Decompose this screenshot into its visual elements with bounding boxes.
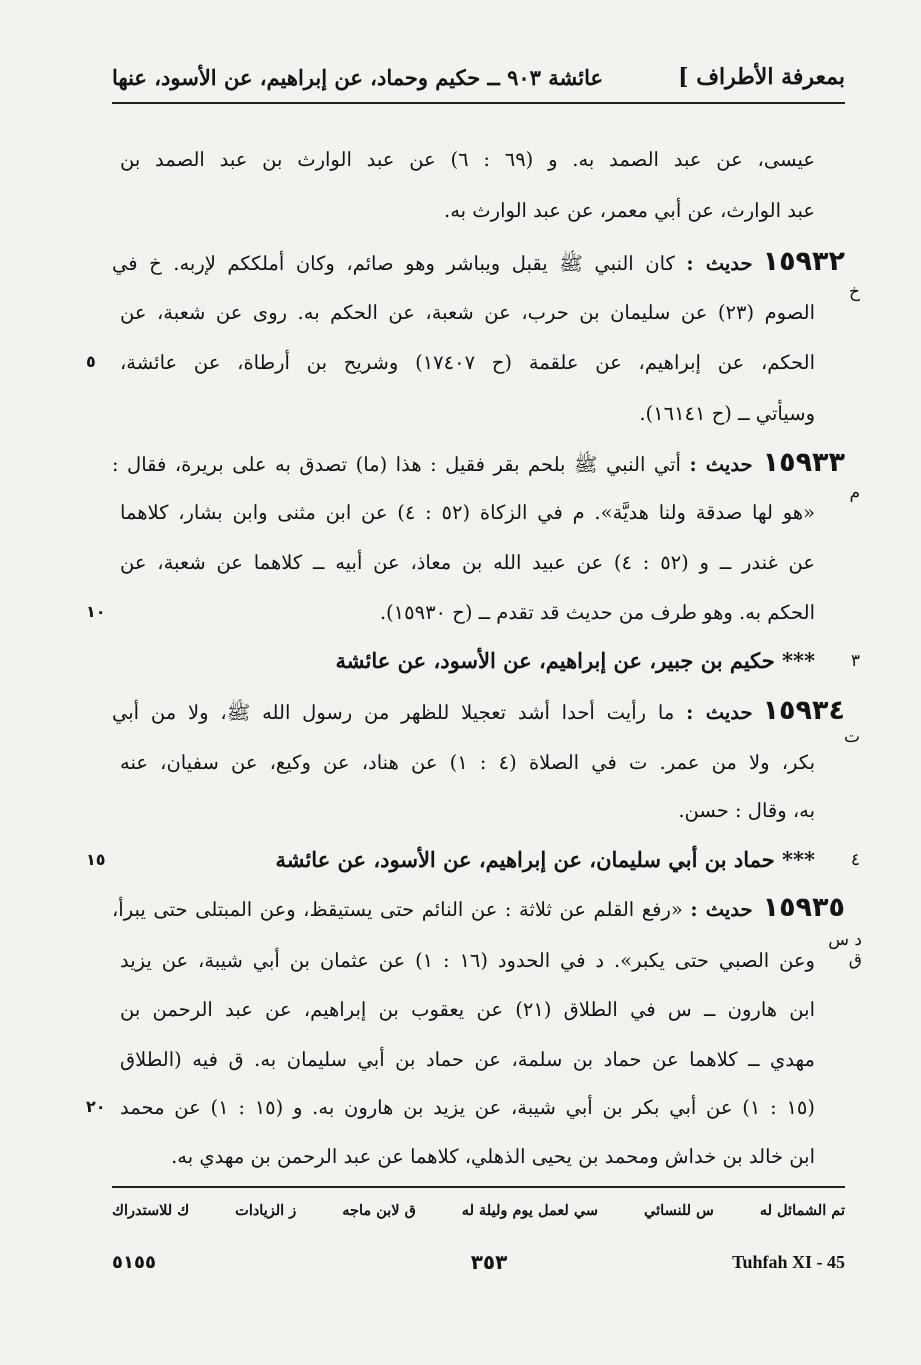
hadith-text: «رفع القلم عن ثلاثة : عن النائم حتى يستيقظ، وعن المبتلى حتى يبرأ، [112,898,683,921]
isnad-number-3: ٣ [850,651,860,671]
legend-item: سي لعمل يوم وليلة له [461,1201,599,1219]
footer-rule [112,1186,845,1188]
text-line: الحكم، عن إبراهيم، عن علقمة (ح ١٧٤٠٧) وشريح بن أرطاة، عن عائشة، [120,351,815,374]
hadith-text: أتي النبي ﷺ بلحم بقر فقيل : هذا (ما) تصدق به على بريرة، فقال : [112,453,681,476]
siglum-note: ت [843,727,860,747]
header-rule [112,102,845,104]
line-number-10: ١٠ [86,602,106,621]
isnad-number-4: ٤ [850,850,860,870]
legend-item: ز الزيادات [235,1201,297,1219]
hadith-keyword: حديث : [689,453,753,476]
text-line: ابن هارون ــ س في الطلاق (٢١) عن يعقوب بن إبراهيم، عن عبد الرحمن بن [120,998,815,1021]
text-line: وسيأتي ــ (ح ١٦١٤١). [639,402,815,425]
legend-item: تم الشمائل له [759,1201,845,1219]
hadith-text: كان النبي ﷺ يقبل ويباشر وهو صائم، وكان أملككم لإربه. خ في [112,252,675,275]
hadith-number: ١٥٩٣٣ [762,447,846,478]
text-line: «هو لها صدقة ولنا هديَّة». م في الزكاة (٥٢ : ٤) عن ابن مثنى وابن بشار، كلاهما [120,501,815,524]
legend-item: ك للاستدراك [112,1201,190,1219]
siglum-note: خ [849,282,860,302]
running-head-section: عائشة ٩٠٣ ــ حكيم وحماد، عن إبراهيم، عن الأسود، عنها [112,64,604,90]
legend-item: ق لابن ماجه [342,1201,416,1219]
text-line: عيسى، عن عبد الصمد به. و (٦٩ : ٦) عن عبد الوارث بن عبد الصمد بن [120,148,815,171]
running-head-title: بمعرفة الأطراف ] [678,64,845,90]
hadith-keyword: حديث : [690,898,753,921]
hadith-15932 [112,242,845,282]
text-line: بكر، ولا من عمر. ت في الصلاة (٤ : ١) عن هناد، عن وكيع، عن سفيان، عنه [120,751,815,774]
text-line: ابن خالد بن خداش ومحمد بن يحيى الذهلي، كلاهما عن عبد الرحمن بن مهدي به. [171,1145,815,1168]
sigla-legend [112,1196,845,1224]
text-line: وعن الصبي حتى يكبر». د في الحدود (١٦ : ١) عن عثمان بن أبي شيبة، عن يزيد [120,949,815,972]
line-number-5: ٥ [86,352,96,371]
hadith-15933 [112,443,845,483]
hadith-number: ١٥٩٣٢ [762,246,845,277]
hadith-15934 [112,691,845,731]
text-line: عبد الوارث، عن أبي معمر، عن عبد الوارث به. [444,199,815,222]
text-line: (١٥ : ١) عن أبي بكر بن أبي شيبة، عن يزيد بن هارون به. و (١٥ : ١) عن محمد [120,1096,816,1119]
hadith-15935 [112,888,845,928]
hadith-number: ١٥٩٣٤ [762,695,845,726]
page-serial: ٥١٥٥ [112,1251,156,1273]
text-line: به، وقال : حسن. [678,799,815,822]
legend-item: س للنسائي [644,1201,714,1219]
hadith-keyword: حديث : [686,701,753,724]
page-footer [112,1248,845,1276]
isnad-heading: *** حكيم بن جبير، عن إبراهيم، عن الأسود، عن عائشة [335,648,815,673]
siglum-note: م [849,483,860,503]
running-head [112,55,845,99]
text-line: عن غندر ــ و (٥٢ : ٤) عن عبيد الله بن معاذ، عن أبيه ــ كلاهما عن شعبة، عن [120,551,816,574]
hadith-text: ما رأيت أحدا أشد تعجيلا للظهر من رسول الله ﷺ، ولا من أبي [112,701,675,724]
page-number: ٣٥٣ [470,1250,508,1274]
line-number-20: ٢٠ [86,1097,106,1116]
text-line: مهدي ــ كلاهما عن حماد بن سلمة، عن حماد بن أبي سليمان به. ق فيه (الطلاق [120,1048,815,1071]
text-line: الحكم به. وهو طرف من حديث قد تقدم ــ (ح ١٥٩٣٠). [379,601,815,624]
isnad-heading: *** حماد بن أبي سليمان، عن إبراهيم، عن الأسود، عن عائشة [275,847,815,872]
hadith-keyword: حديث : [686,252,753,275]
text-line: الصوم (٢٣) عن سليمان بن حرب، عن شعبة، عن الحكم به. روى عن شعبة، عن [120,301,815,324]
line-number-15: ١٥ [86,850,106,869]
hadith-number: ١٥٩٣٥ [762,892,845,923]
siglum-note: د س ق [828,930,862,970]
volume-reference: Tuhfah XI - 45 [732,1251,845,1272]
